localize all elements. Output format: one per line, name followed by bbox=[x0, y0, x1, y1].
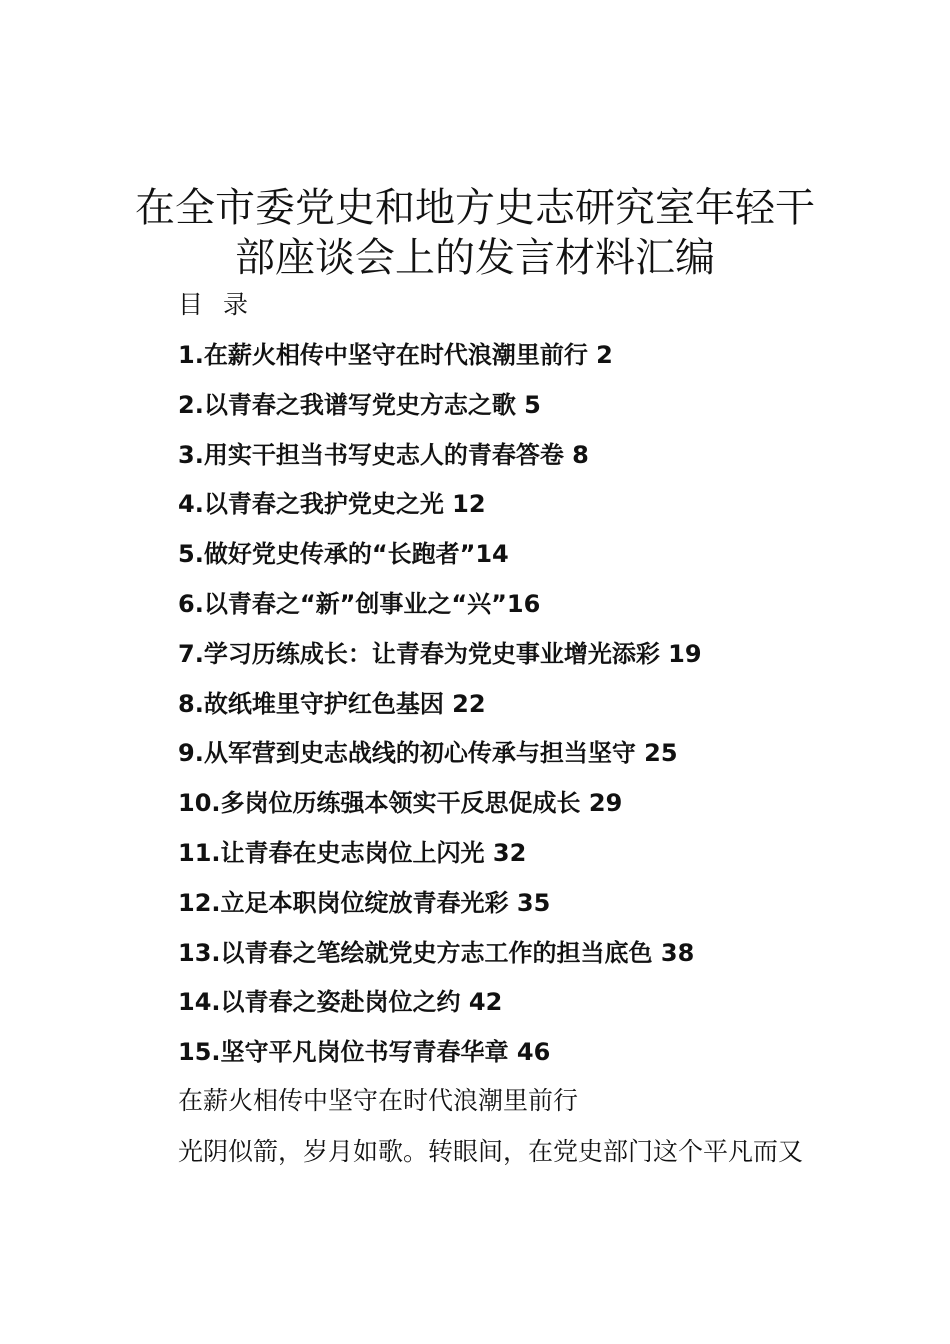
toc-item[interactable]: 14.以青春之姿赴岗位之约 42 bbox=[178, 988, 503, 1017]
section-title: 在薪火相传中坚守在时代浪潮里前行 bbox=[178, 1086, 579, 1115]
toc-item[interactable]: 1.在薪火相传中坚守在时代浪潮里前行 2 bbox=[178, 341, 613, 369]
toc-item[interactable]: 8.故纸堆里守护红色基因 22 bbox=[178, 689, 486, 718]
toc-item[interactable]: 9.从军营到史志战线的初心传承与担当坚守 25 bbox=[178, 739, 678, 768]
toc-item[interactable]: 6.以青春之“新”创事业之“兴”16 bbox=[178, 589, 541, 618]
paragraph-text: 光阴似箭，岁月如歌。转眼间，在党史部门这个平凡而又 bbox=[178, 1137, 804, 1166]
table-of-contents bbox=[178, 336, 702, 1083]
toc-item[interactable]: 13.以青春之笔绘就党史方志工作的担当底色 38 bbox=[178, 938, 695, 967]
toc-item[interactable]: 2.以青春之我谱写党史方志之歌 5 bbox=[178, 390, 541, 419]
toc-item[interactable]: 5.做好党史传承的“长跑者”14 bbox=[178, 540, 509, 569]
toc-item[interactable]: 11.让青春在史志岗位上闪光 32 bbox=[178, 838, 527, 867]
toc-item[interactable]: 12.立足本职岗位绽放青春光彩 35 bbox=[178, 888, 551, 917]
toc-item[interactable]: 7.学习历练成长：让青春为党史事业增光添彩 19 bbox=[178, 639, 702, 668]
toc-item[interactable]: 3.用实干担当书写史志人的青春答卷 8 bbox=[178, 440, 589, 469]
toc-item[interactable]: 10.多岗位历练强本领实干反思促成长 29 bbox=[178, 789, 623, 818]
document-title-line-1: 在全市委党史和地方史志研究室年轻干 bbox=[135, 185, 815, 231]
toc-item[interactable]: 4.以青春之我护党史之光 12 bbox=[178, 490, 486, 519]
document-title-line-2: 部座谈会上的发言材料汇编 bbox=[235, 235, 715, 281]
toc-heading: 目 录 bbox=[178, 290, 254, 319]
toc-item[interactable]: 15.坚守平凡岗位书写青春华章 46 bbox=[178, 1038, 551, 1067]
